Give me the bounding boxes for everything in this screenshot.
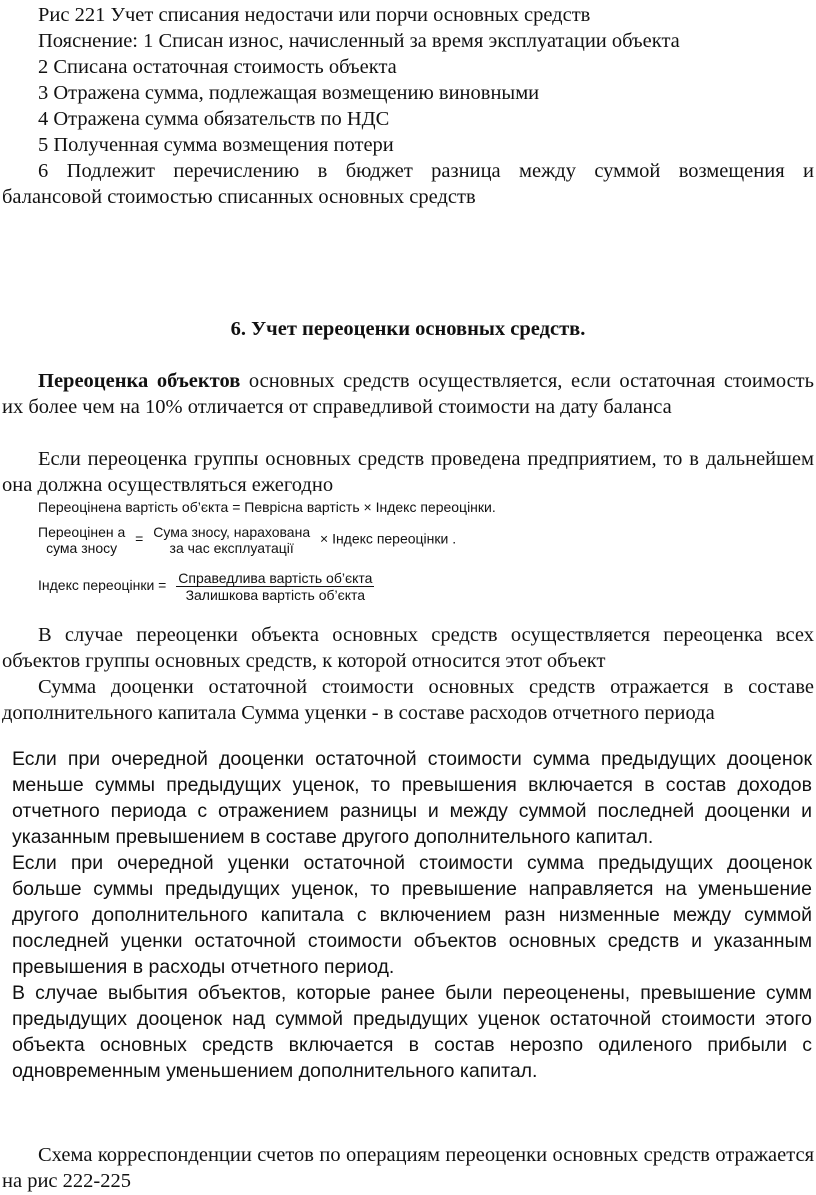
formula-2 [38,524,456,556]
paragraph-group: В случае переоценки объекта основных средств осуществляется переоценка всех объектов группы основных средств, к которой относится этот объект [2,624,814,672]
explanation-1: Пояснение: 1 Списан износ, начисленный за время эксплуатации объекта [38,30,680,52]
bold-term: Переоценка объектов [38,370,241,392]
explanation-6-line1: 6 Подлежит перечислению в бюджет разница между суммой возмещения и [38,160,814,182]
figure-caption: Рис 221 Учет списания недостачи или порчи основных средств [38,4,591,26]
explanation-2: 2 Списана остаточная стоимость объекта [38,56,397,78]
explanation-5: 5 Полученная сумма возмещения потери [38,134,394,156]
formula-2-den: за час експлуатації [169,540,294,556]
formula-3 [38,570,374,603]
formula-1: Переоцінена вартість об’єкта = Певрісна вартість × Індекс переоцінки. [38,499,496,515]
paragraph-text: основных средств осуществляется, если остаточная стоимость их более чем на 10% отличается от справедливой стоимости на дату баланса [2,370,814,418]
formula-2-num: Сума зносу, нарахована [153,524,311,540]
sans-paragraph-3: В случае выбытия объектов, которые ранее были переоценены, превышение сумм предыдущих дооценок над суммой предыдущих уценок остаточной стоимости этого объекта основных средств включается в состав нерозпо одиленого прибыли с одновременным уменьшением дополнительного капитал. [12,982,812,1082]
explanation-3: 3 Отражена сумма, подлежащая возмещению виновными [38,82,540,104]
formula-2-right: × Індекс переоцінки . [320,530,457,547]
formula-2-left-1: Переоцінен а [38,524,126,540]
explanation-6-line2: балансовой стоимостью списанных основных средств [2,186,476,208]
paragraph-scheme: Схема корреспонденции счетов по операциям переоценки основных средств отражается на рис 222-225 [2,1144,814,1192]
paragraph-revaluation [2,368,814,420]
formula-2-eq: = [135,530,144,547]
formula-3-num: Справедлива вартість об’єкта [178,570,373,586]
paragraph-surplus: Сумма дооценки остаточной стоимости основных средств отражается в составе дополнительного капитала Сумма уценки - в составе расходов отчетного периода [2,676,814,724]
sans-block [12,746,812,1084]
formula-3-left: Індекс переоцінки = [38,577,167,594]
sans-paragraph-1: Если при очередной дооценки остаточной стоимости сумма предыдущих дооценок меньше суммы предыдущих уценок, то превышения включается в состав доходов отчетного периода с отражением разницы и между суммой последней дооценки и указанным превышением в составе другого дополнительного капитал. [12,748,812,848]
formula-2-left-2: сума зносу [46,540,118,556]
explanation-4: 4 Отражена сумма обязательств по НДС [38,108,390,130]
sans-paragraph-2: Если при очередной уценки остаточной стоимости сумма предыдущих дооценок больше суммы предыдущих уценок, то превышение направляется на уменьшение другого дополнительного капитала с включением разн низменные между суммой последней уценки остаточной стоимости объектов основных средств и указанным превышения в расходы отчетного период. [12,852,812,978]
section-title: 6. Учет переоценки основных средств. [230,318,586,340]
formula-3-den: Залишкова вартість об’єкта [176,586,374,603]
paragraph-annual: Если переоценка группы основных средств проведена предприятием, то в дальнейшем она должна осуществляться ежегодно [2,448,814,496]
